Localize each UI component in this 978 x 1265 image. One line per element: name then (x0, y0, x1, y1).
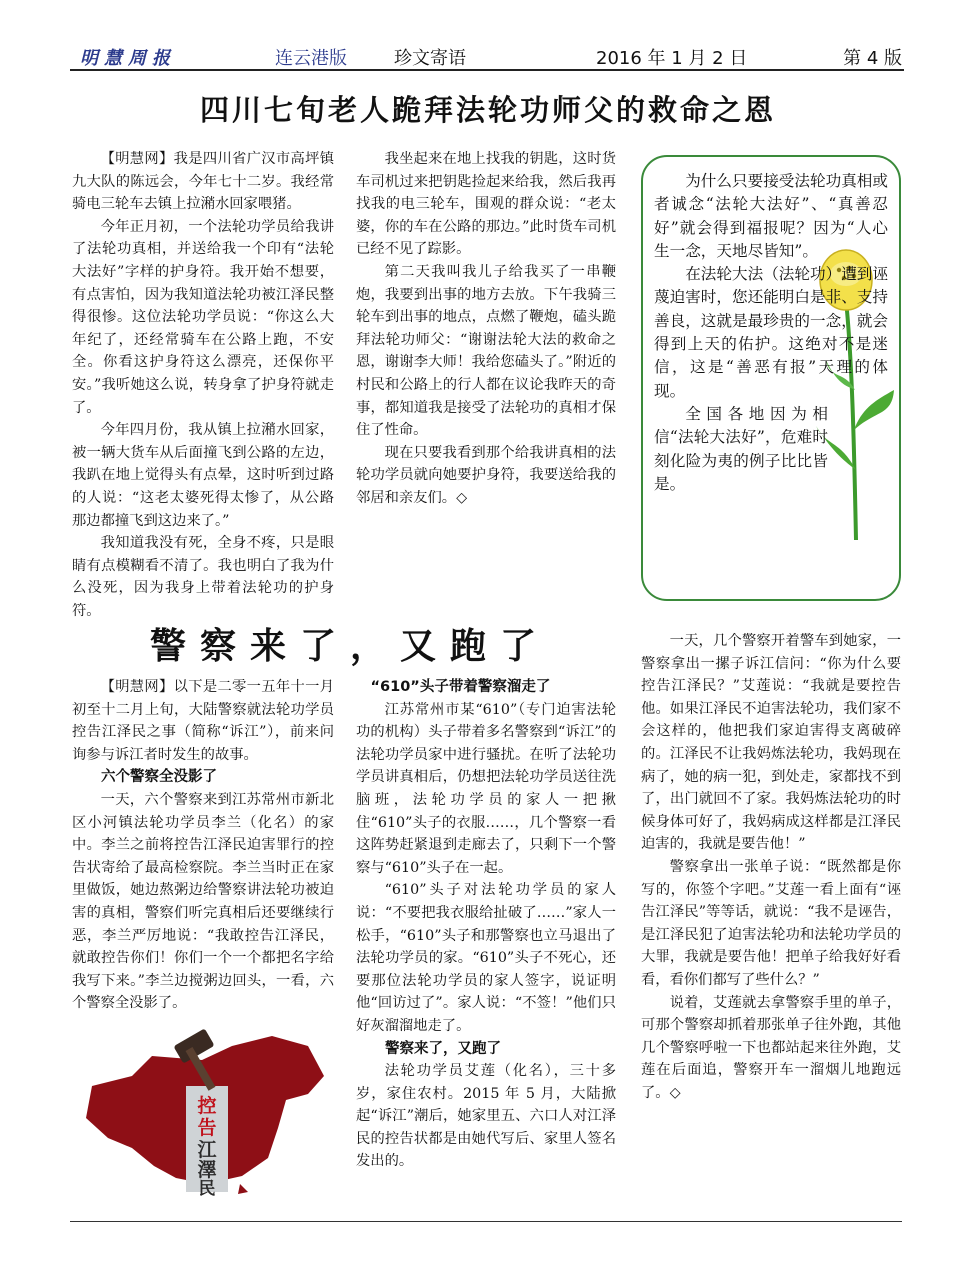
article2-paragraph: 说着，艾莲就去拿警察手里的单子，可那个警察却抓着那张单子往外跑，其他几个警察呼啦一下也都站起来往外跑，艾莲在后面追，警察开车一溜烟儿地跑远了。◇ (641, 994, 901, 1101)
article2-column-3 (641, 630, 901, 1104)
article2-column-2 (356, 676, 616, 1173)
article2-paragraph: 警察拿出一张单子说：“既然都是你写的，你签个字吧。”艾莲一看上面有“诬告江泽民”等等话，就说：“我不是诬告，是江泽民犯了迫害法轮功和法轮功学员的大罪，我就是要告他！把单子给我好好看看，看你们都写了些什么？” (641, 858, 901, 988)
article2-paragraph: 一天，六个警察来到江苏常州市新北区小河镇法轮功学员李兰（化名）的家中。李兰之前将控告江泽民迫害罪行的控告状寄给了最高检察院。李兰当时正在家里做饭，她边熬粥边给警察讲法轮功被迫害的真相，警察们听完真相后还要继续行恶，李兰严厉地说：“我敢控告江泽民，就敢控告你们！你们一个一个都把名字给我写下来。”李兰边搅粥边回头，一看，六个警察全没影了。 (72, 791, 334, 1012)
article1-paragraph: 现在只要我看到那个给我讲真相的法轮功学员就向她要护身符，我要送给我的邻居和亲友们。◇ (356, 444, 616, 506)
article2-subheading: 六个警察全没影了 (101, 769, 217, 786)
article1-paragraph: 今年四月份，我从镇上拉潲水回家，被一辆大货车从后面撞飞到公路的左边，我趴在地上觉得头有点晕，这时听到过路的人说：“这老太婆死得太惨了，从公路那边都撞飞到这边来了。” (72, 422, 334, 529)
article2-title: 警察来了，又跑了 (149, 626, 550, 667)
sidebar-paragraph: 在法轮大法（法轮功）遭到诬蔑迫害时，您还能明白是非、支持善良，这就是最珍贵的一念，就会得到上天的佑护。这绝对不是迷信，这是“善恶有报”天理的体现。 (654, 265, 888, 400)
edition-label: 连云港版 (275, 48, 347, 69)
header-rule (70, 69, 904, 71)
article1-paragraph: 我坐起来在地上找我的钥匙，这时货车司机过来把钥匙捡起来给我，然后我再找我的电三轮车，围观的群众说：“老太婆，你的车在公路的那边。”此时货车司机已经不见了踪影。 (356, 151, 616, 258)
sidebar-paragraph: 为什么只要接受法轮功真相或者诚念“法轮大法好”、“真善忍好”就会得到福报呢？因为“人心生一念，天地尽皆知”。 (654, 172, 888, 260)
article2-column-1 (72, 676, 334, 1012)
footer-rule (70, 1221, 902, 1222)
china-map-illustration (72, 1016, 332, 1199)
svg-text:澤: 澤 (197, 1159, 217, 1181)
publication-name: 明慧周报 (80, 48, 176, 69)
svg-text:控: 控 (197, 1095, 217, 1117)
article1-paragraph: 我知道我没有死，全身不疼，只是眼睛有点模糊看不清了。我也明白了我为什么没死，因为我身上带着法轮功的护身符。 (72, 535, 334, 619)
article2-paragraph: 法轮功学员艾莲（化名），三十多岁，家住农村。2015 年 5 月，大陆掀起“诉江”潮后，她家里五、六口人对江泽民的控告状都是由她代写后、家里人签名发出的。 (356, 1063, 616, 1170)
article2-paragraph: “610”头子对法轮功学员的家人说：“不要把我衣服给扯破了……”家人一松手，“610”头子和那警察也立马退出了法轮功学员的家。“610”头子不死心，还要那位法轮功学员的家人签字，说证明他“回访过了”。家人说：“不签！”他们只好灰溜溜地走了。 (356, 882, 616, 1034)
masthead (68, 44, 904, 70)
article1-paragraph: 第二天我叫我儿子给我买了一串鞭炮，我要到出事的地方去放。下午我骑三轮车到出事的地点，点燃了鞭炮，磕头跪拜法轮功师父：“谢谢法轮大法的救命之恩，谢谢李大师！我给您磕头了。”附近的村民和公路上的行人都在议论我昨天的奇事，都知道我是接受了法轮功的真相才保住了性命。 (356, 263, 616, 439)
article1-paragraph: 【明慧网】我是四川省广汉市高坪镇九大队的陈远会，今年七十二岁。我经常骑电三轮车去镇上拉潲水回家喂猪。 (72, 151, 334, 213)
svg-text:告: 告 (197, 1117, 217, 1139)
article1-column-1 (72, 148, 334, 622)
svg-text:民: 民 (198, 1179, 216, 1199)
article2-paragraph: 江苏常州市某“610”（专门迫害法轮功的机构）头子带着多名警察到“诉江”的法轮功学员家中进行骚扰。在听了法轮功学员讲真相后，仍想把法轮功学员送往洗脑班，法轮功学员的家人一把揪住“610”头子的衣服……，几个警察一看这阵势赶紧退到走廊去了，只剩下一个警察与“610”头子在一起。 (356, 701, 616, 876)
sidebar-paragraph: 全国各地因为相信“法轮大法好”，危难时刻化险为夷的例子比比皆是。 (654, 404, 828, 493)
article2-subheading: “610”头子带着警察溜走了 (370, 679, 551, 695)
svg-text:江: 江 (197, 1139, 217, 1161)
page-number: 第 4 版 (843, 48, 902, 69)
article1-column-2 (356, 148, 616, 510)
article1-title: 四川七旬老人跪拜法轮功师父的救命之恩 (199, 93, 776, 127)
section-label: 珍文寄语 (394, 48, 466, 69)
article2-paragraph: 一天，几个警察开着警车到她家，一警察拿出一摞子诉江信问：“你为什么要控告江泽民？”艾莲说：“我就是要控告他。如果江泽民不迫害法轮功，我们家不会这样的，他把我们家迫害得支离破碎的。江泽民不让我妈炼法轮功，我妈现在病了，她的病一犯，到处走，家都找不到了，出门就回不了家。我妈炼法轮功的时候身体可好了，我妈病成这样都是江泽民迫害的，我就是要告他！” (641, 633, 901, 853)
article2-intro: 【明慧网】以下是二零一五年十一月初至十二月上旬，大陆警察就法轮功学员控告江泽民之事（简称“诉江”），前来问询参与诉江者时发生的故事。 (72, 679, 334, 763)
article1-paragraph: 今年正月初，一个法轮功学员给我讲了法轮功真相，并送给我一个印有“法轮大法好”字样的护身符。我开始不想要，有点害怕，因为我知道法轮功被江泽民整得很惨。这位法轮功学员说：“你这么大年纪了，还经常骑车在公路上跑，不安全。你看这护身符这么漂亮，还保你平安。”我听她这么说，转身拿了护身符就走了。 (72, 218, 334, 416)
article2-subheading: 警察来了，又跑了 (385, 1040, 501, 1057)
sidebar-text (654, 170, 888, 496)
issue-date: 2016 年 1 月 2 日 (596, 48, 748, 69)
